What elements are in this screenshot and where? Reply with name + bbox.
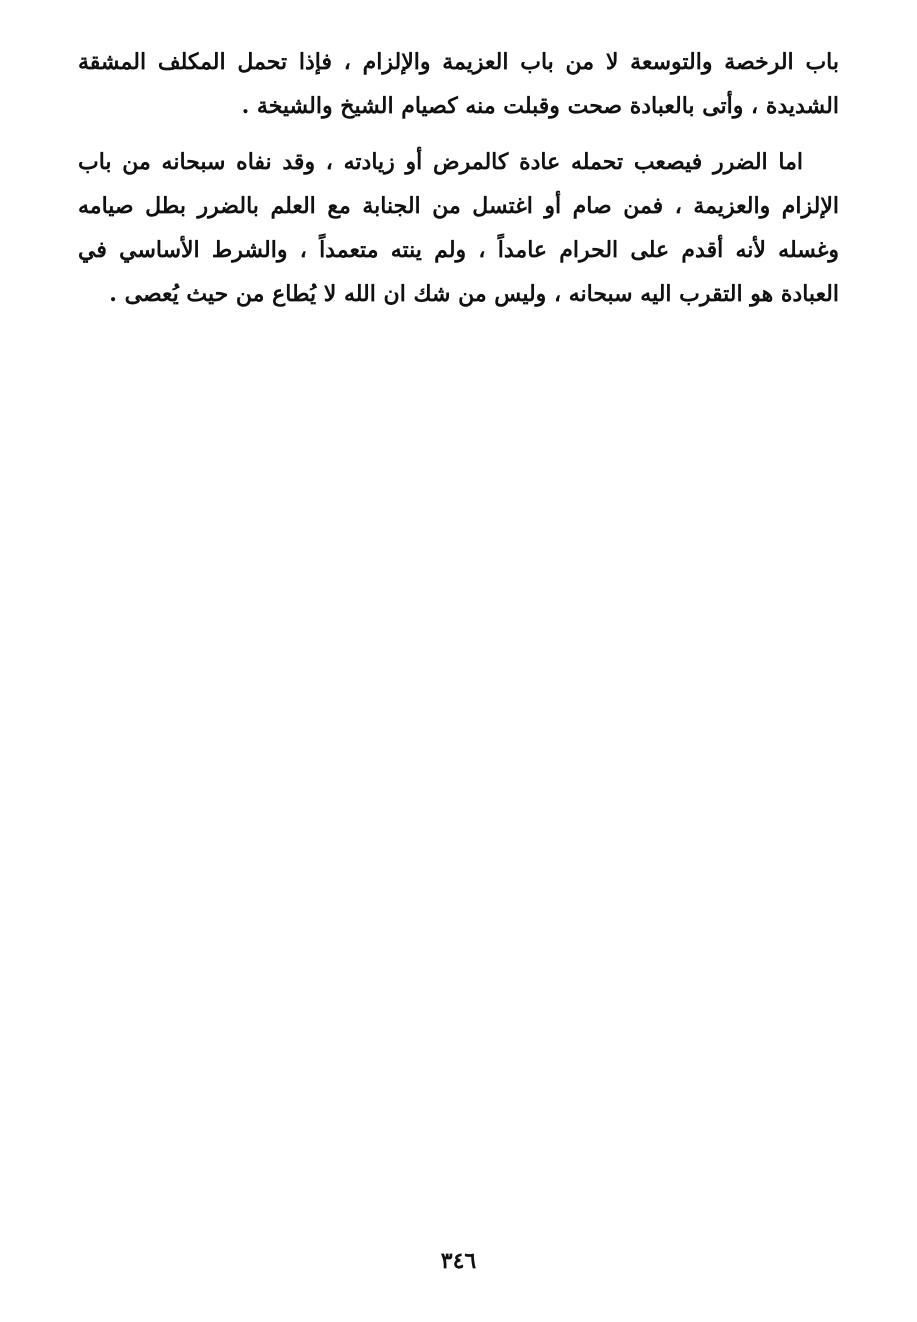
paragraph-1: باب الرخصة والتوسعة لا من باب العزيمة والإلزام ، فإذا تحمل المكلف المشقة الشديدة ، وأتى بالعبادة صحت وقبلت منه كصيام الشيخ والشيخة .: [78, 49, 839, 119]
page-number: ٣٤٦: [440, 1248, 477, 1274]
paragraph-2: اما الضرر فيصعب تحمله عادة كالمرض أو زيادته ، وقد نفاه سبحانه من باب الإلزام والعزيمة ، فمن صام أو اغتسل من الجنابة مع العلم بالضرر بطل صيامه وغسله لأنه أقدم على الحرام عامداً ، ولم ينته متعمداً ، والشرط الأساسي في العبادة هو التقرب اليه سبحانه ، وليس من شك ان الله لا يُطاع من حيث يُعصى .: [78, 149, 839, 307]
body-text: [78, 40, 839, 316]
